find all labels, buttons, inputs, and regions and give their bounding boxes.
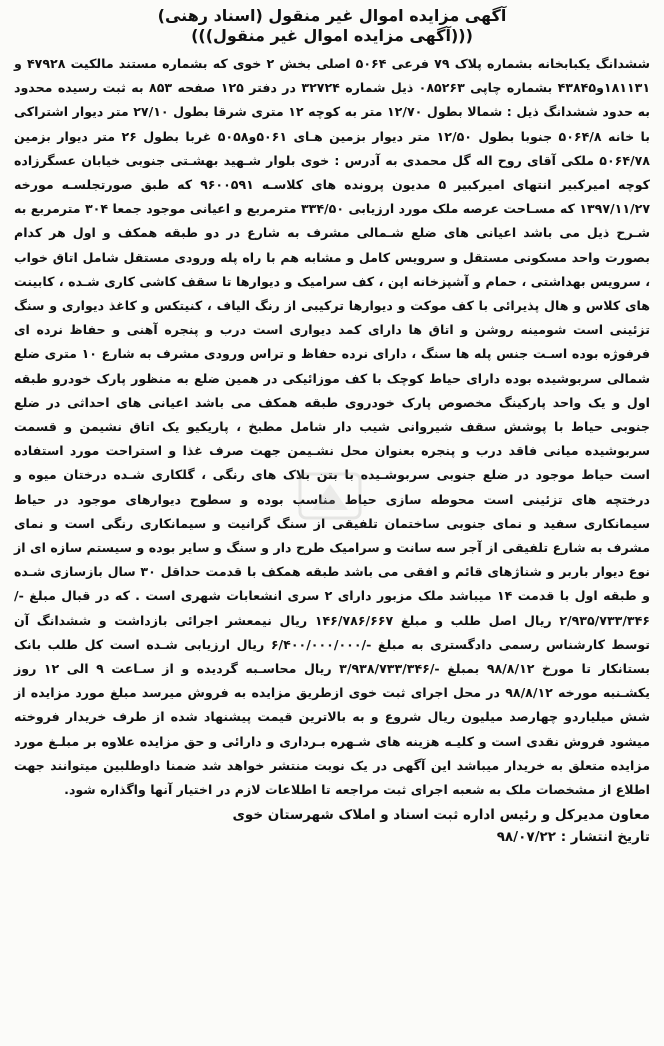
notice-title: آگهی مزایده اموال غیر منقول (اسناد رهنی) [157, 6, 507, 25]
notice-body: ششدانگ یکبابخانه بشماره پلاک ۷۹ فرعی ۵۰۶۴ اصلی بخش ۲ خوی که بشماره مستند مالکیت ۴۷۹۲۸ و ۱۸۱۱۳۱و۴۳۸۴۵ بشماره چاپی ۰۸۵۲۶۳ ذیل شماره ۳۲۷۲۴ در دفتر ۱۲۵ صفحه ۸۵۳ به ثبت رسیده محدود به حدود ششدانگ ذیل : شمالا بطول ۱۲/۷۰ متر به کوچه ۱۲ متری شرقا بطول ۲۷/۱۰ متر دیوار اشتراکی با خانه ۵۰۶۴/۸ جنوبا بطول ۱۲/۵۰ متر دیوار بزمین هـای ۵۰۶۱و۵۰۵۸ غربا بطول ۲۶ متر دیوار بزمین ۵۰۶۴/۷۸ ملکی آقای روح اله گل محمدی به آدرس : خوی بلوار شـهید بهشـتی جنوبی خیابان عسگرزاده کوچه امیرکبیر انتهای امیرکبیر ۵ مدیون پرونده های کلاسـه ۹۶۰۰۵۹۱ که طبق صورتجلسـه مورخه ۱۳۹۷/۱۱/۲۷ که مسـاحت عرصه ملک مورد ارزیابی ۳۳۴/۵۰ مترمربع و اعیانی موجود جمعا ۳۰۴ مترمربع به شـرح ذیل می باشد اعیانی های ضلع شـمالی مشرف به شارع در دو طبقه همکف و اول هر کدام بصورت واحد مسکونی مستقل و سرویس کامل و مشابه هم با راه پله ورودی مستقل شامل اتاق خواب ، سرویس بهداشتی ، حمام و آشپزخانه اپن ، کف سرامیک و دیوارها تا سقف کاشی کاری شـده ، کابینت های کلاس و هال پذیرائی با کف موکت و دیوارها ترکیبی از رنگ الیاف ، کنیتکس و کاغذ دیواری و سنگ تزئینی است شومینه روشن و اتاق ها دارای کمد دیواری است درب و پنجره آهنی و حفاظ نرده ای فرفوژه بوده اسـت جنس پله ها سنگ ، دارای نرده حفاظ و تراس ورودی مشرف به شارع ۱۰ متری ضلع شمالی سربوشیده بوده دارای حیاط کوچک با کف موزائیکی در همین ضلع به منظور پارک خودرو طبقه اول و یک واحد پارکینگ مخصوص پارک خودروی طبقه همکف می باشد اعیانی های احداثی در ضلع جنوبی حیاط با پوشش سقف شیروانی شیب دار شامل مطبخ ، پاریکیو یک اتاق نشیمن و قسمت سربوشیده میانی فاقد درب و پنجره بعنوان محل نشـیمن جهت صرف غذا و استراحت مورد استفاده است حیاط موجود در ضلع جنوبی سربوشـیده با بتن بلاک های رنگی ، گلکاری شـده درختان میوه و درختچه های تزئینی است محوطه سازی حیاط مناسب بوده و سطوح دیوارهای موجود در حیاط سیمانکاری سفید و نمای جنوبی ساختمان تلفیقی از سنگ گرانیت و سیمانکاری رنگی است و نمای مشرف به شارع تلفیقی از آجر سه سانت و سرامیک طرح دار و سنگ و سایر بوده و سیستم سازه ای از نوع دیوار باربر و شناژهای قائم و افقی می باشد طبقه همکف با قدمت حداقل ۳۰ سال بازسازی شـده و طبقه اول با قدمت ۱۴ میباشد ملک مزبور دارای ۲ سری انشعابات شهری است . که در قبال مبلغ -/۲/۹۳۵/۷۳۳/۳۴۶ ریال اصل طلب و مبلغ ۱۴۶/۷۸۶/۶۶۷ ریال نیمعشر اجرائی بازداشت و ششدانگ آن توسط کارشناس رسمی دادگستری به مبلغ -/۶/۴۰۰/۰۰۰/۰۰۰ ریال ارزیابی شـده است کل طلب بانک بستانکار تا مورخ ۹۸/۸/۱۲ بمبلغ -/۳/۹۳۸/۷۳۳/۳۴۶ ریال محاسـبه گردیده و از سـاعت ۹ الی ۱۲ روز یکشـنبه مورخه ۹۸/۸/۱۲ در محل اجرای ثبت خوی ازطریق مزایده به فروش میرسد مبلغ مورد مزایده از شش میلیاردو چهارصد میلیون ریال شروع و به بالاترین قیمت پیشنهاد شده از طرف خریدار فروخته میشود فروش نقدی است و کلیـه هزینه های شـهره بـرداری و دارائی و حق مزایده علاوه بر مبلـغ مورد مزایده متعلق به خریدار میباشد این آگهی در یک نوبت منتشر خواهد شد ضمنا داوطلبین میتوانند جهت اطلاع از مشخصات ملک به شعبه اجرای ثبت مراجعه تا اطلاعات لازم در اختیار آنها واگذاره شود. [14, 56, 651, 798]
publication-date: تاریخ انتشار : ۹۸/۰۷/۲۲ [496, 829, 650, 846]
notice-subtitle: (((آگهی مزایده اموال غیر منقول))) [191, 26, 473, 45]
signature-line: معاون مدیرکل و رئیس اداره ثبت اسناد و املاک شهرستان خوی [232, 807, 650, 824]
